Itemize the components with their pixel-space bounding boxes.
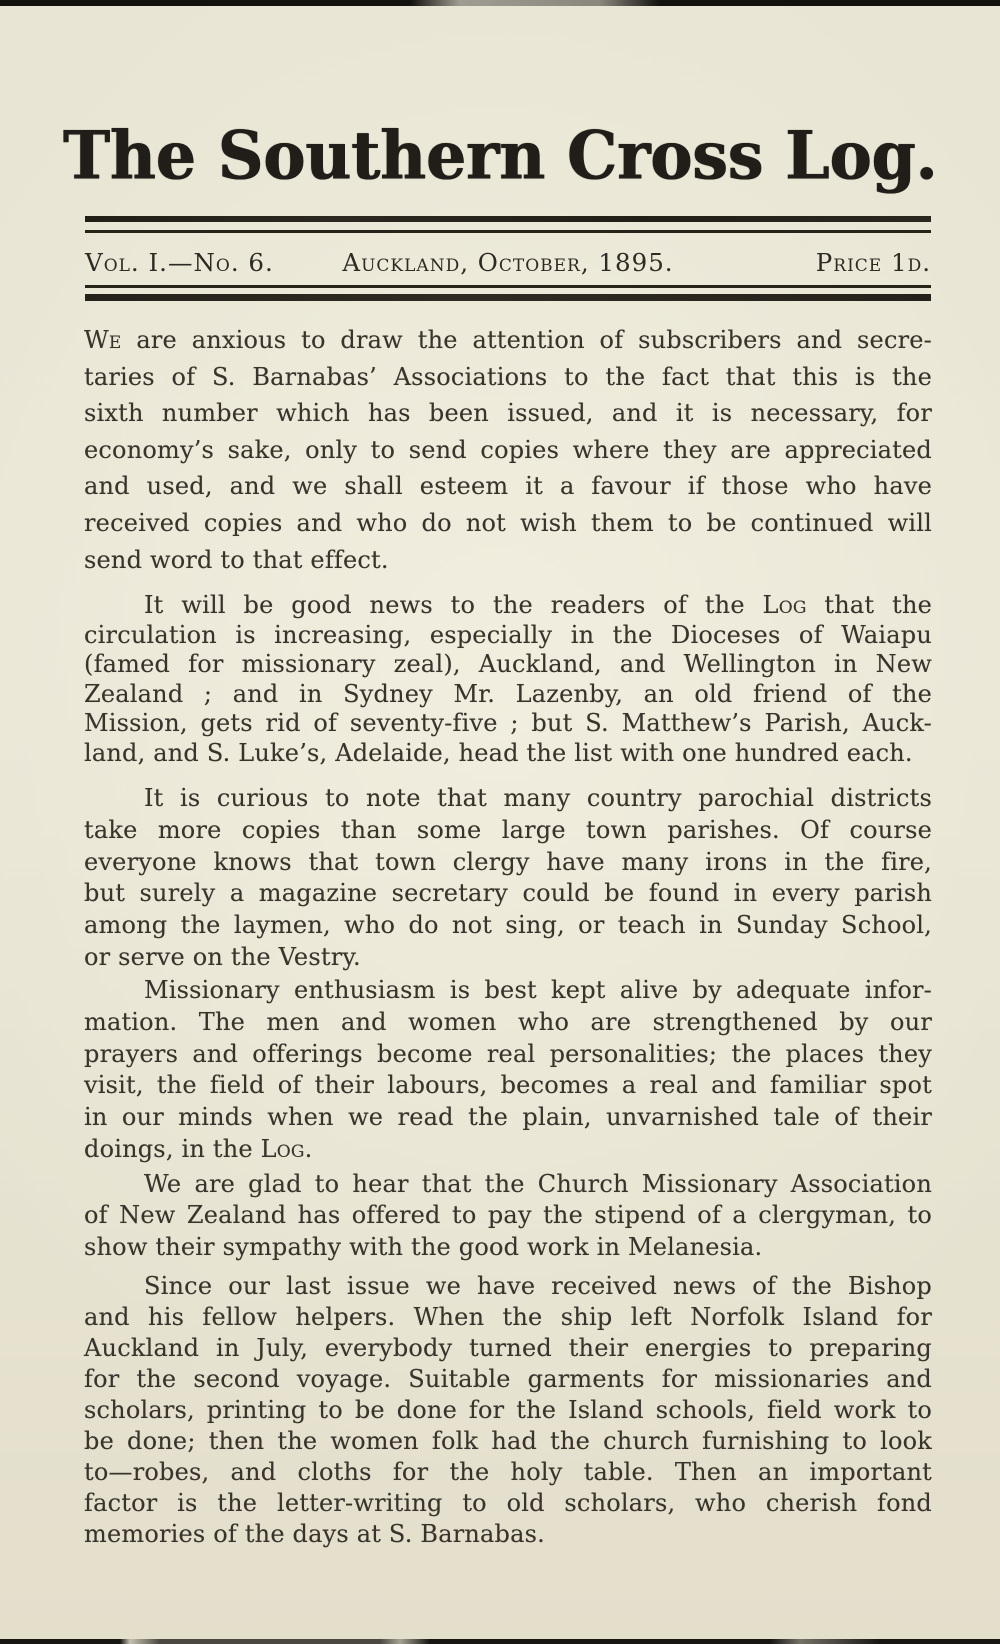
text-line: and his fellow helpers. When the ship left Norfolk Island for	[84, 1302, 932, 1331]
text-line: circulation is increasing, especially in the Dioceses of Waiapu	[84, 620, 932, 649]
text-line: factor is the letter-writing to old scholars, who cherish fond	[84, 1488, 932, 1517]
text-line: of New Zealand has offered to pay the stipend of a clergyman, to	[84, 1201, 932, 1230]
paragraph	[84, 975, 932, 1165]
text-line: sixth number which has been issued, and it is necessary, for	[84, 399, 932, 428]
text-line: be done; then the women folk had the church furnishing to look	[84, 1426, 932, 1455]
text-line: We are anxious to draw the attention of subscribers and secre-	[84, 326, 932, 354]
text-line: prayers and offerings become real personalities; the places they	[84, 1039, 932, 1068]
text-line: send word to that effect.	[84, 545, 389, 574]
divider-rule-thick	[85, 216, 931, 222]
divider-rule-thick	[85, 294, 931, 301]
masthead-title: The Southern Cross Log.	[62, 115, 938, 195]
paragraph	[84, 322, 932, 578]
text-line: It will be good news to the readers of the Log that the	[144, 591, 933, 620]
place-and-date: Auckland, October, 1895.	[342, 248, 674, 277]
text-line: land, and S. Luke’s, Adelaide, head the list with one hundred each.	[84, 738, 913, 767]
text-line: Auckland in July, everybody turned their energies to preparing	[84, 1333, 932, 1362]
text-line: economy’s sake, only to send copies where they are appreciated	[84, 435, 932, 464]
issue-line	[85, 247, 931, 278]
text-line: taries of S. Barnabas’ Associations to the fact that this is the	[84, 362, 932, 391]
text-line: visit, the field of their labours, becomes a real and familiar spot	[84, 1071, 932, 1100]
text-line: Mission, gets rid of seventy-five ; but S. Matthew’s Parish, Auck-	[84, 709, 932, 738]
scan-edge-bottom	[0, 1639, 1000, 1644]
text-line: to—robes, and cloths for the holy table. Then an important	[84, 1457, 932, 1486]
price: Price 1d.	[815, 248, 931, 277]
divider-rule-thin	[85, 285, 931, 288]
text-line: Zealand ; and in Sydney Mr. Lazenby, an old friend of the	[84, 679, 932, 708]
text-line: show their sympathy with the good work in Melanesia.	[84, 1233, 763, 1261]
text-line: Since our last issue we have received news of the Bishop	[144, 1271, 932, 1300]
text-line: everyone knows that town clergy have many irons in the fire,	[84, 847, 932, 876]
text-line: It is curious to note that many country parochial districts	[144, 784, 932, 813]
volume-number: Vol. I.—No. 6.	[85, 248, 274, 277]
text-line: among the laymen, who do not sing, or teach in Sunday School,	[84, 910, 932, 939]
text-line: or serve on the Vestry.	[84, 942, 361, 971]
text-line: in our minds when we read the plain, unvarnished tale of their	[84, 1103, 932, 1132]
scan-edge-top	[0, 0, 1000, 6]
text-line: take more copies than some large town parishes. Of course	[84, 815, 932, 844]
divider-rule-thin	[85, 230, 931, 233]
paragraph	[84, 783, 932, 973]
text-line: and used, and we shall esteem it a favour if those who have	[84, 472, 932, 501]
text-line: scholars, printing to be done for the Island schools, field work to	[84, 1395, 932, 1424]
article-body	[84, 322, 932, 1550]
text-line: Missionary enthusiasm is best kept alive by adequate infor-	[144, 976, 932, 1005]
text-line: memories of the days at S. Barnabas.	[84, 1519, 545, 1548]
paragraph	[84, 1271, 932, 1550]
text-line: but surely a magazine secretary could be found in every parish	[84, 879, 932, 908]
text-line: for the second voyage. Suitable garments for missionaries and	[84, 1364, 932, 1393]
text-line: (famed for missionary zeal), Auckland, and Wellington in New	[84, 650, 932, 679]
paragraph	[84, 1169, 932, 1264]
text-line: mation. The men and women who are strengthened by our	[84, 1008, 932, 1037]
text-line: received copies and who do not wish them to be continued will	[84, 508, 932, 537]
paragraph	[84, 591, 932, 768]
text-line: We are glad to hear that the Church Missionary Association	[144, 1169, 932, 1198]
text-line: doings, in the Log.	[84, 1134, 313, 1163]
